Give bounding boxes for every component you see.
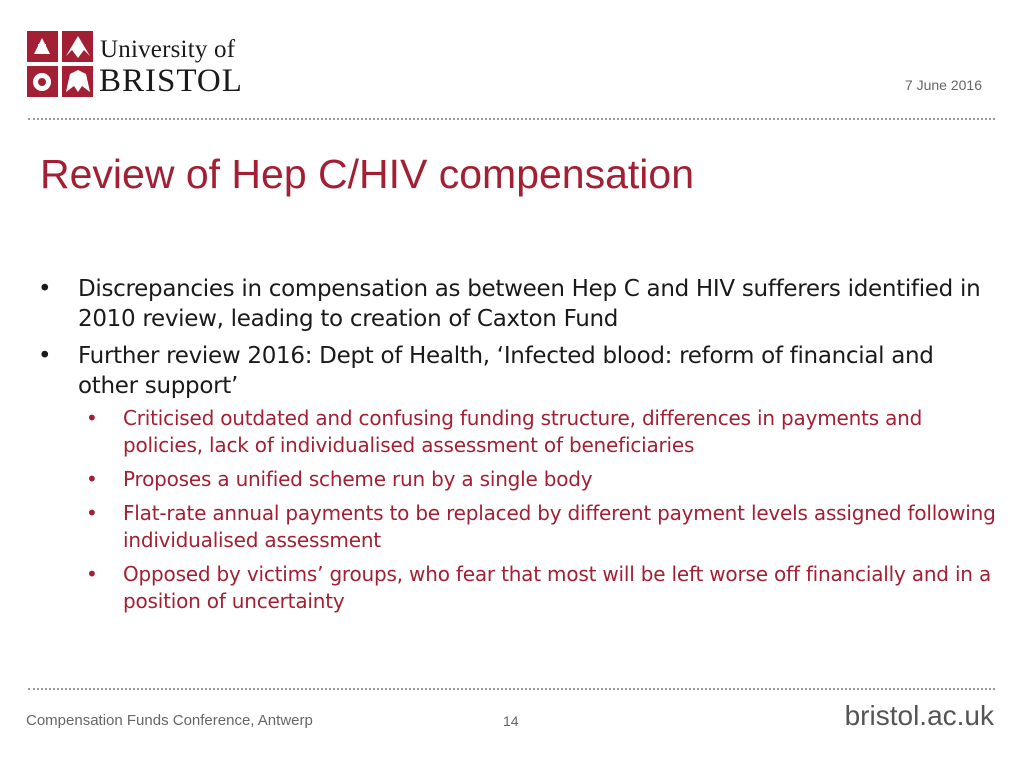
bristol-crest-icon (26, 30, 94, 98)
slide-title: Review of Hep C/HIV compensation (40, 151, 695, 197)
footer-divider (28, 688, 995, 690)
slide-content (36, 274, 996, 622)
bullet-item (36, 341, 996, 615)
slide-date: 7 June 2016 (904, 77, 982, 93)
logo-text-line1: University of (100, 36, 236, 63)
university-logo (26, 30, 248, 98)
header-divider (28, 118, 995, 120)
page-number: 14 (503, 713, 519, 729)
sub-bullet-item: • Proposes a unified scheme run by a single body (78, 466, 996, 493)
bullet-text: Further review 2016: Dept of Health, ‘Infected blood: reform of financial and other support’ (78, 343, 934, 399)
bullet-text: Discrepancies in compensation as between Hep C and HIV sufferers identified in 2010 review, leading to creation of Caxton Fund (78, 276, 981, 332)
sub-bullet-item: • Opposed by victims’ groups, who fear that most will be left worse off financially and in a position of uncertainty (78, 561, 996, 615)
bullet-list (36, 274, 996, 615)
bullet-item (36, 274, 996, 334)
sub-bullet-item: • Flat-rate annual payments to be replaced by different payment levels assigned following individualised assessment (78, 500, 996, 554)
footer-conference: Compensation Funds Conference, Antwerp (26, 712, 313, 729)
sub-bullet-list (78, 405, 996, 615)
footer-url: bristol.ac.uk (844, 700, 994, 731)
sub-bullet-item: • Criticised outdated and confusing funding structure, differences in payments and policies, lack of individualised assessment of beneficiaries (78, 405, 996, 459)
logo-text-line2: BRISTOL (99, 63, 243, 99)
